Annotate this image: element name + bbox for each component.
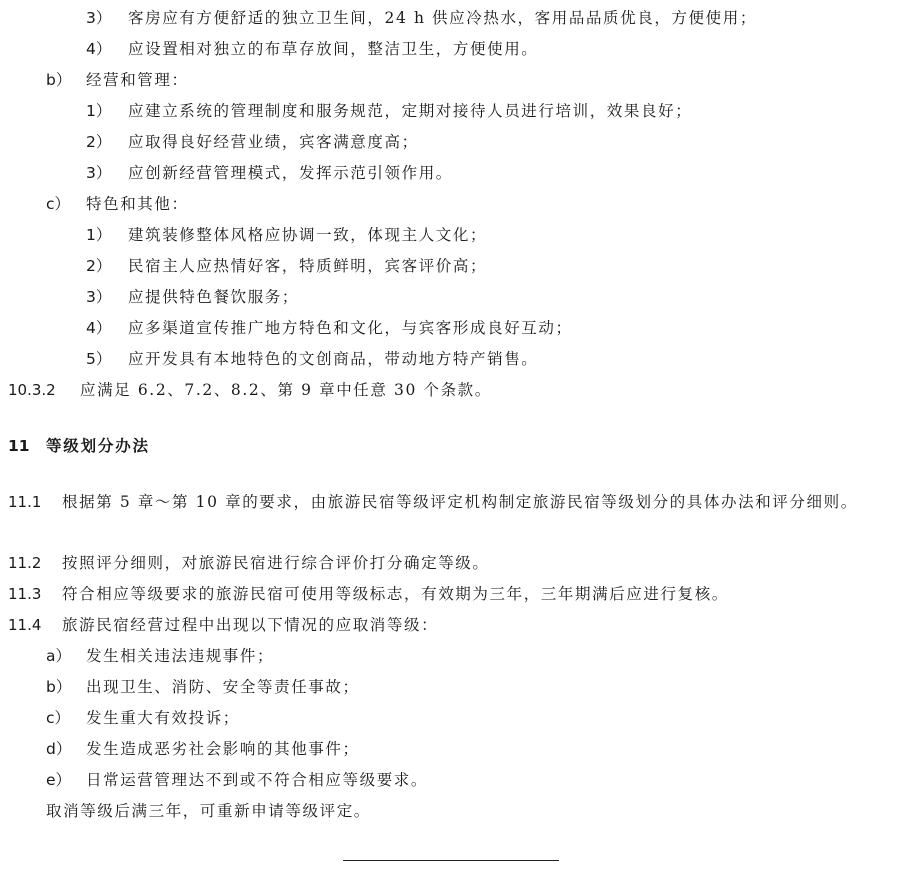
item-number: 3）	[86, 9, 112, 27]
item-label: d）	[46, 740, 72, 758]
item-label: a）	[46, 647, 71, 665]
clause-text: 按照评分细则，对旅游民宿进行综合评价打分确定等级。	[62, 554, 490, 572]
item-text: 建筑装修整体风格应协调一致，体现主人文化；	[128, 226, 488, 244]
item-text: 应设置相对独立的布草存放间，整洁卫生，方便使用。	[128, 40, 539, 58]
clause-10-3-2	[8, 380, 492, 400]
end-rule	[343, 860, 559, 861]
list-item	[46, 770, 428, 790]
clause-text: 旅游民宿经营过程中出现以下情况的应取消等级：	[62, 616, 439, 634]
item-number: 2）	[86, 133, 112, 151]
list-item	[86, 256, 487, 276]
clause-note: 取消等级后满三年，可重新申请等级评定。	[46, 802, 371, 820]
sublist-label: c）	[46, 195, 71, 213]
list-item	[46, 646, 274, 666]
item-number: 5）	[86, 350, 112, 368]
section-heading	[8, 436, 150, 456]
section-title: 等级划分办法	[46, 437, 150, 455]
clause-number: 11.3	[8, 585, 42, 603]
list-item	[86, 318, 573, 338]
clause-text: 应满足 6.2、7.2、8.2、第 9 章中任意 30 个条款。	[80, 381, 492, 399]
list-item	[46, 739, 360, 759]
sublist-heading	[46, 194, 189, 214]
clause-number: 11.4	[8, 616, 42, 634]
list-item	[86, 163, 453, 183]
list-item	[86, 225, 487, 245]
clause-11-2	[8, 553, 490, 573]
clause-11-1	[8, 487, 893, 518]
item-text: 应提供特色餐饮服务；	[128, 288, 300, 306]
item-text: 客房应有方便舒适的独立卫生间，24 h 供应冷热水，客用品品质优良，方便使用；	[128, 9, 757, 27]
item-text: 发生造成恶劣社会影响的其他事件；	[86, 740, 360, 758]
clause-text: 根据第 5 章～第 10 章的要求，由旅游民宿等级评定机构制定旅游民宿等级划分的具体办法和评分细则。	[62, 493, 858, 511]
item-text: 应取得良好经营业绩，宾客满意度高；	[128, 133, 419, 151]
clause-number: 11.2	[8, 554, 42, 572]
item-text: 发生相关违法违规事件；	[86, 647, 275, 665]
item-label: c）	[46, 709, 71, 727]
section-number: 11	[8, 437, 30, 455]
item-text: 发生重大有效投诉；	[86, 709, 240, 727]
list-item	[46, 677, 360, 697]
item-text: 出现卫生、消防、安全等责任事故；	[86, 678, 360, 696]
sublist-title: 特色和其他：	[86, 195, 189, 213]
item-number: 3）	[86, 164, 112, 182]
item-text: 应多渠道宣传推广地方特色和文化，与宾客形成良好互动；	[128, 319, 573, 337]
list-item	[86, 8, 757, 28]
clause-number: 11.1	[8, 493, 42, 511]
sublist-title: 经营和管理：	[86, 71, 189, 89]
item-text: 应创新经营管理模式，发挥示范引领作用。	[128, 164, 453, 182]
list-item	[86, 39, 538, 59]
item-text: 民宿主人应热情好客，特质鲜明，宾客评价高；	[128, 257, 488, 275]
sublist-heading	[46, 70, 189, 90]
item-text: 日常运营管理达不到或不符合相应等级要求。	[86, 771, 429, 789]
item-text: 应开发具有本地特色的文创商品，带动地方特产销售。	[128, 350, 539, 368]
item-label: e）	[46, 771, 72, 789]
item-number: 4）	[86, 319, 112, 337]
clause-11-3	[8, 584, 729, 604]
list-item	[86, 101, 692, 121]
clause-number: 10.3.2	[8, 381, 56, 399]
item-number: 4）	[86, 40, 112, 58]
sublist-label: b）	[46, 71, 72, 89]
list-item	[46, 708, 240, 728]
item-label: b）	[46, 678, 72, 696]
item-number: 1）	[86, 102, 112, 120]
list-item	[86, 287, 299, 307]
item-number: 1）	[86, 226, 112, 244]
list-item	[86, 349, 538, 369]
clause-11-4	[8, 615, 438, 635]
list-item	[86, 132, 419, 152]
item-number: 3）	[86, 288, 112, 306]
item-number: 2）	[86, 257, 112, 275]
item-text: 应建立系统的管理制度和服务规范，定期对接待人员进行培训，效果良好；	[128, 102, 693, 120]
clause-text: 符合相应等级要求的旅游民宿可使用等级标志，有效期为三年，三年期满后应进行复核。	[62, 585, 729, 603]
